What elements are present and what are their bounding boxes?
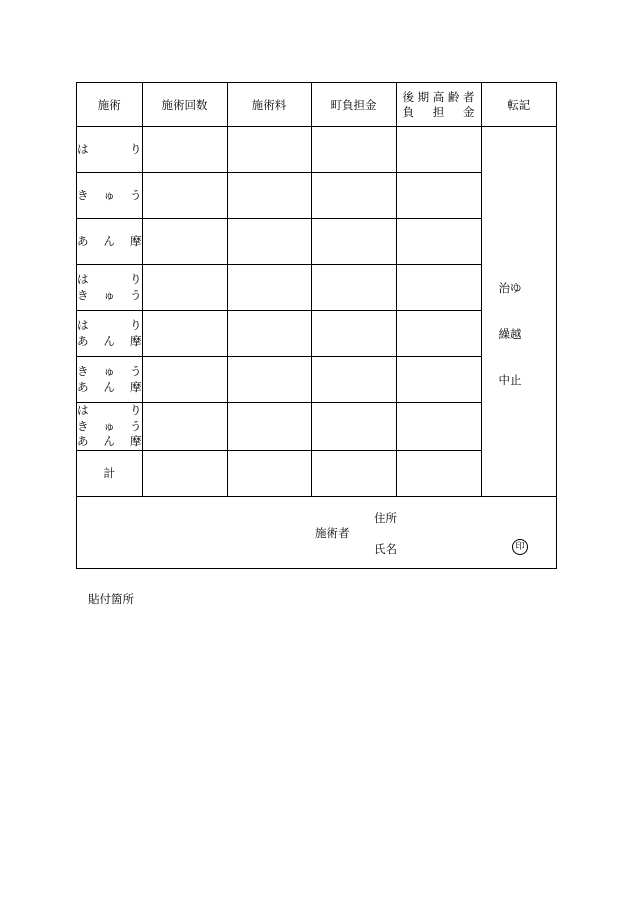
- row-label: [77, 219, 142, 265]
- row-label: [77, 403, 142, 451]
- elderly-share-cell[interactable]: [396, 403, 481, 451]
- count-cell[interactable]: [142, 403, 227, 451]
- row-label-char: ん: [103, 379, 115, 394]
- town-share-cell[interactable]: [311, 173, 396, 219]
- total-fee-cell[interactable]: [227, 450, 311, 496]
- row-label-line: [77, 364, 142, 380]
- row-label-char: ゅ: [103, 287, 115, 302]
- count-cell[interactable]: [142, 311, 227, 357]
- operator-label: 施術者: [315, 526, 350, 540]
- transfer-item-stopped: 中止: [498, 373, 522, 388]
- row-label-char: り: [130, 403, 142, 417]
- town-share-cell[interactable]: [311, 311, 396, 357]
- row-label-char: 摩: [130, 333, 142, 348]
- row-label-char: 摩: [130, 379, 142, 394]
- row-label-char: り: [130, 272, 142, 286]
- fee-cell[interactable]: [227, 127, 311, 173]
- town-share-cell[interactable]: [311, 219, 396, 265]
- count-cell[interactable]: [142, 127, 227, 173]
- fee-cell[interactable]: [227, 311, 311, 357]
- count-cell[interactable]: [142, 357, 227, 403]
- row-label-char: ゅ: [103, 418, 115, 433]
- row-label-char: き: [77, 187, 89, 202]
- row-label-line: [77, 334, 142, 350]
- row-label-char: き: [77, 364, 89, 378]
- transfer-item-carryover: 繰越: [498, 327, 522, 342]
- row-label-char: あ: [77, 434, 89, 448]
- row-label-char: う: [130, 364, 142, 378]
- row-label-char: は: [77, 403, 89, 417]
- row-label-char: ん: [103, 333, 115, 348]
- row-label-char: は: [77, 141, 89, 156]
- row-label-char: 摩: [130, 233, 142, 248]
- row-label-char: う: [130, 418, 142, 433]
- town-share-cell[interactable]: [311, 403, 396, 451]
- treatment-table: [77, 83, 556, 497]
- elderly-share-cell[interactable]: [396, 265, 481, 311]
- row-label-char: り: [130, 318, 142, 332]
- row-label-char: 摩: [130, 434, 142, 448]
- row-label-line: [77, 403, 142, 419]
- header-town-share: 町負担金: [311, 83, 396, 127]
- fee-cell[interactable]: [227, 357, 311, 403]
- row-label-char: き: [77, 418, 89, 433]
- elderly-share-cell[interactable]: [396, 173, 481, 219]
- transfer-item-cured: 治ゆ: [498, 281, 522, 296]
- row-label-char: き: [77, 287, 89, 302]
- row-label-line: [77, 419, 142, 435]
- count-cell[interactable]: [142, 173, 227, 219]
- row-label-char: ゅ: [103, 364, 115, 378]
- row-label-char: あ: [77, 379, 89, 394]
- transfer-cell: [481, 127, 556, 497]
- address-label: 住所: [374, 511, 397, 525]
- town-share-cell[interactable]: [311, 127, 396, 173]
- count-cell[interactable]: [142, 265, 227, 311]
- row-label-char: り: [130, 141, 142, 156]
- total-town-share-cell[interactable]: [311, 450, 396, 496]
- row-label: [77, 173, 142, 219]
- row-label: [77, 265, 142, 311]
- row-label-char: あ: [77, 233, 89, 248]
- elderly-share-cell[interactable]: [396, 357, 481, 403]
- total-label: 計: [77, 450, 142, 496]
- fee-cell[interactable]: [227, 265, 311, 311]
- total-count-cell[interactable]: [142, 450, 227, 496]
- row-label-line: [77, 434, 142, 450]
- row-label-char: ゅ: [103, 187, 115, 202]
- row-label: [77, 357, 142, 403]
- elderly-line-2: 負 担 金: [402, 104, 475, 119]
- stamp-area-label: 貼付箇所: [88, 592, 134, 606]
- row-label-line: [77, 234, 142, 250]
- town-share-cell[interactable]: [311, 265, 396, 311]
- row-label-line: [77, 188, 142, 204]
- row-label: [77, 127, 142, 173]
- elderly-share-cell[interactable]: [396, 127, 481, 173]
- seal-mark: 印: [512, 539, 528, 555]
- row-label: [77, 311, 142, 357]
- row-label-line: [77, 288, 142, 304]
- header-elderly-share: [396, 83, 481, 127]
- count-cell[interactable]: [142, 219, 227, 265]
- row-label-line: [77, 380, 142, 396]
- row-label-char: は: [77, 318, 89, 332]
- fee-cell[interactable]: [227, 173, 311, 219]
- elderly-share-cell[interactable]: [396, 311, 481, 357]
- transfer-list: [482, 203, 557, 419]
- town-share-cell[interactable]: [311, 357, 396, 403]
- claim-form: [76, 82, 557, 569]
- header-fee: 施術料: [227, 83, 311, 127]
- row-label-char: う: [130, 187, 142, 202]
- header-transfer: 転記: [481, 83, 556, 127]
- header-count: 施術回数: [142, 83, 227, 127]
- row-label-line: [77, 318, 142, 334]
- row-label-line: [77, 272, 142, 288]
- total-elderly-share-cell[interactable]: [396, 450, 481, 496]
- row-label-char: は: [77, 272, 89, 286]
- name-label: 氏名: [374, 542, 397, 556]
- fee-cell[interactable]: [227, 219, 311, 265]
- row-label-char: う: [130, 287, 142, 302]
- elderly-line-1: 後 期 高 齢 者: [402, 89, 475, 104]
- row-label-line: [77, 142, 142, 158]
- row-label-char: ん: [103, 434, 115, 448]
- elderly-share-cell[interactable]: [396, 219, 481, 265]
- table-row: [77, 127, 556, 173]
- row-label-char: あ: [77, 333, 89, 348]
- row-label-char: ん: [103, 233, 115, 248]
- signature-area: [77, 493, 556, 568]
- header-treatment: 施術: [77, 83, 142, 127]
- fee-cell[interactable]: [227, 403, 311, 451]
